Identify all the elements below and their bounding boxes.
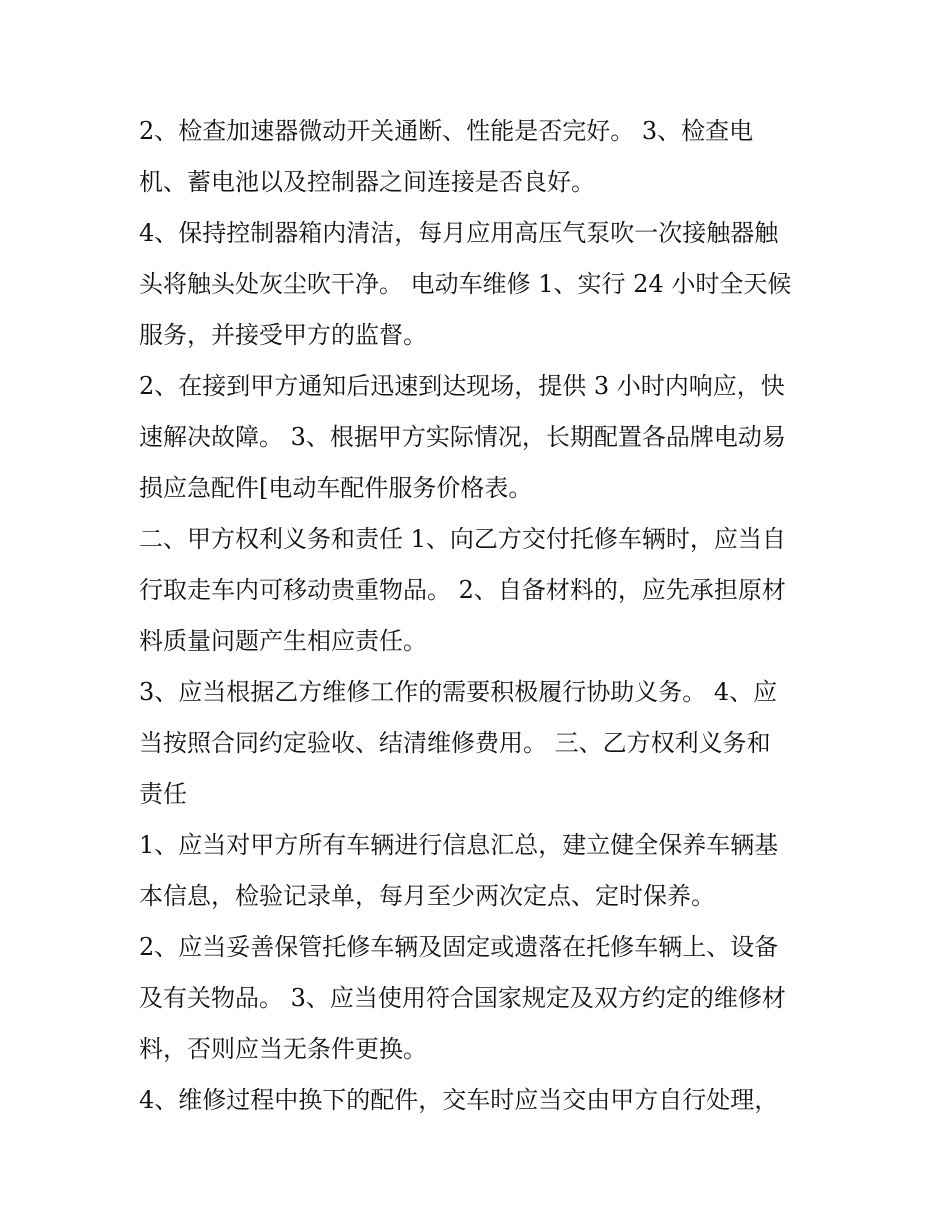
text-line: 责任 <box>139 780 187 808</box>
paragraph <box>139 922 819 1075</box>
text-line: 料，否则应当无条件更换。 <box>139 1035 427 1063</box>
text-line: 机、蓄电池以及控制器之间连接是否良好。 <box>139 168 595 196</box>
paragraph <box>139 208 819 361</box>
text-line: 2、应当妥善保管托修车辆及固定或遗落在托修车辆上、设备 <box>139 933 779 961</box>
text-line: 及有关物品。 3、应当使用符合国家规定及双方约定的维修材 <box>139 984 786 1012</box>
text-line: 损应急配件[电动车配件服务价格表。 <box>139 474 533 502</box>
paragraph <box>139 361 819 514</box>
text-line: 行取走车内可移动贵重物品。 2、自备材料的，应先承担原材 <box>139 576 786 604</box>
text-line: 速解决故障。 3、根据甲方实际情况，长期配置各品牌电动易 <box>139 423 786 451</box>
paragraph <box>139 667 819 820</box>
text-line: 2、检查加速器微动开关通断、性能是否完好。 3、检查电 <box>139 117 754 145</box>
paragraph <box>139 820 819 922</box>
document-body <box>139 106 819 1126</box>
text-line: 1、应当对甲方所有车辆进行信息汇总，建立健全保养车辆基 <box>139 831 779 859</box>
text-line: 2、在接到甲方通知后迅速到达现场，提供 3 小时内响应，快 <box>139 372 785 400</box>
text-line: 头将触头处灰尘吹干净。 电动车维修 1、实行 24 小时全天候 <box>139 270 792 298</box>
paragraph <box>139 1075 819 1126</box>
text-line: 二、甲方权利义务和责任 1、向乙方交付托修车辆时，应当自 <box>139 525 786 553</box>
text-line: 料质量问题产生相应责任。 <box>139 627 427 655</box>
text-line: 本信息，检验记录单，每月至少两次定点、定时保养。 <box>139 882 715 910</box>
text-line: 3、应当根据乙方维修工作的需要积极履行协助义务。 4、应 <box>139 678 778 706</box>
paragraph <box>139 514 819 667</box>
paragraph <box>139 106 819 208</box>
text-line: 服务，并接受甲方的监督。 <box>139 321 427 349</box>
text-line: 4、维修过程中换下的配件，交车时应当交由甲方自行处理， <box>139 1086 779 1114</box>
text-line: 当按照合同约定验收、结清维修费用。 三、乙方权利义务和 <box>139 729 771 757</box>
text-line: 4、保持控制器箱内清洁，每月应用高压气泵吹一次接触器触 <box>139 219 779 247</box>
